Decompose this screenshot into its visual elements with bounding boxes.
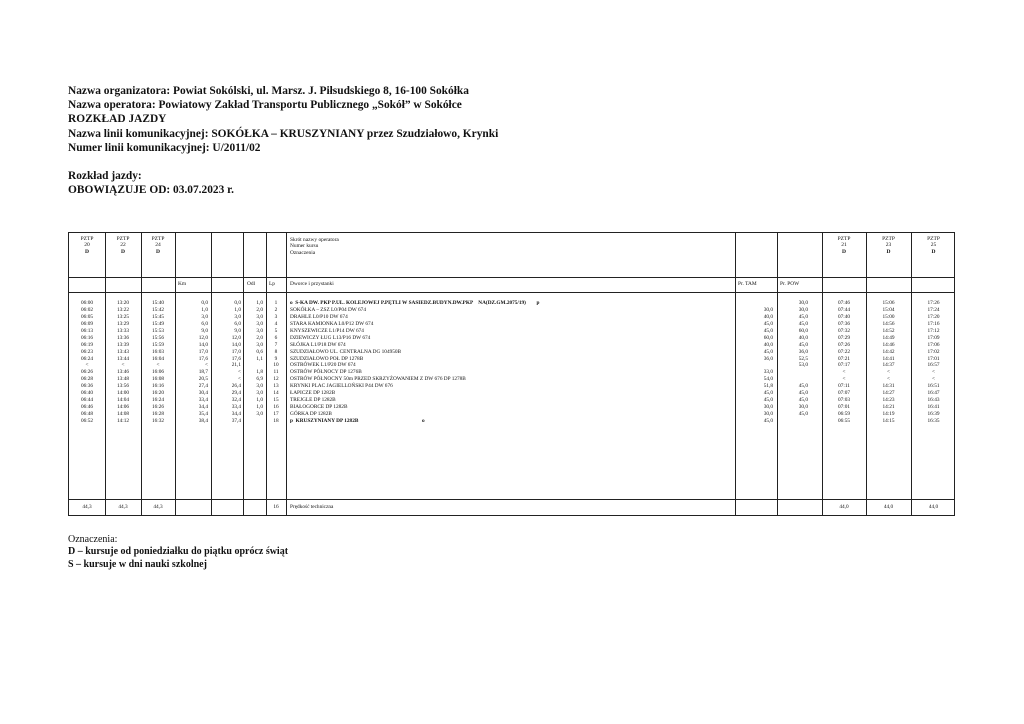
cell-r1-row-5: 07:32	[837, 327, 851, 334]
cell-ptam-row-6: 60,0	[763, 334, 773, 341]
course-header-right-3: PZTP 25 D	[927, 236, 940, 255]
cell-r1-row-14: 07:07	[837, 390, 851, 397]
cell-r3-row-18: 16:35	[927, 417, 940, 424]
cell-km-row-9: 17,6	[198, 355, 208, 362]
cell-odl1-row-14: 29,4	[231, 390, 241, 397]
cell-r1-row-1: 07:46	[837, 300, 851, 306]
footer-speed-course-22: 44,3	[118, 504, 128, 510]
cell-r1-row-6: 07:29	[837, 334, 851, 341]
footer-speed-course-24: 44,3	[153, 504, 163, 510]
cell-r3-row-9: 17:01	[927, 355, 940, 362]
cell-t1-row-14: 06:40	[80, 390, 94, 397]
cell-km-row-13: 27,4	[198, 383, 208, 390]
cell-km-row-14: 30,4	[198, 390, 208, 397]
cell-t2-row-1: 13:20	[116, 300, 130, 306]
cell-lp-row-16: 16	[273, 404, 279, 411]
legend-d: D – kursuje od poniedziałku do piątku oprócz świąt	[68, 546, 289, 558]
cell-r3-row-16: 16:41	[927, 404, 940, 411]
cell-t1-row-18: 06:52	[80, 417, 94, 424]
cell-stop-row-2: SOKÓŁKA – ZSZ L0/P04 DW 674	[290, 306, 366, 313]
column-km	[175, 300, 208, 425]
cell-r1-row-2: 07:44	[837, 306, 851, 313]
operator-line: Nazwa operatora: Powiatowy Zakład Transportu Publicznego „Sokół” w Sokółce	[68, 99, 462, 112]
cell-t1-row-11: 06:26	[80, 369, 94, 376]
cell-odl2-row-2: 2,0	[256, 306, 263, 313]
column-course-21	[822, 300, 866, 425]
cell-t1-row-9: 06:24	[80, 355, 94, 362]
document-header	[68, 84, 498, 155]
cell-lp-row-6: 6	[274, 334, 278, 341]
cell-km-row-7: 14,0	[198, 341, 208, 348]
cell-r1-row-13: 07:11	[838, 383, 850, 390]
cell-t3-row-12: 16:08	[151, 376, 165, 383]
cell-odl1-row-8: 17,0	[231, 348, 241, 355]
cell-t1-row-1: 06:00	[80, 300, 94, 306]
cell-t3-row-7: 15:59	[151, 341, 165, 348]
cell-stop-row-17: GÓRKA DP 1282B	[290, 411, 332, 417]
cell-ppow-row-1: 30,0	[798, 300, 808, 306]
cell-km-row-2: 1,0	[201, 306, 208, 313]
cell-odl1-row-18: 37,4	[231, 417, 241, 424]
cell-t1-row-7: 06:19	[80, 341, 94, 348]
cell-km-row-1: 0,0	[201, 300, 208, 306]
cell-r2-row-7: 14:46	[882, 341, 895, 348]
cell-lp-row-18: 18	[273, 417, 279, 424]
cell-r2-row-5: 14:52	[882, 327, 895, 334]
cell-r1-row-4: 07:36	[837, 320, 851, 327]
cell-r3-row-15: 16:43	[927, 397, 940, 404]
course-header-right-1: PZTP 21 D	[837, 236, 851, 255]
cell-odl2-row-6: 2,0	[256, 334, 263, 341]
cell-odl2-row-15: 1,0	[256, 397, 263, 404]
cell-ptam-row-18: 45,0	[763, 417, 773, 424]
cell-km-row-3: 3,0	[201, 313, 208, 320]
footer-speed-course-23: 44,0	[883, 504, 894, 510]
cell-odl1-row-13: 26,4	[231, 383, 241, 390]
cell-r2-row-4: 14:56	[882, 320, 895, 327]
cell-odl1-row-3: 3,0	[234, 313, 241, 320]
cell-t1-row-15: 06:44	[80, 397, 94, 404]
cell-odl1-row-5: 9,0	[234, 327, 241, 334]
cell-t2-row-7: 13:39	[116, 341, 130, 348]
cell-ptam-row-15: 45,0	[763, 397, 773, 404]
legend-title: Oznaczenia:	[68, 534, 118, 545]
column-course-23	[866, 300, 911, 425]
cell-odl1-row-10: 21,1	[231, 362, 241, 369]
column-course-20	[69, 300, 105, 425]
cell-ptam-row-7: 40,0	[763, 341, 773, 348]
course-header-left-2: PZTP 22 D	[116, 236, 130, 255]
cell-ptam-row-17: 30,0	[763, 411, 773, 417]
cell-t3-row-6: 15:56	[151, 334, 165, 341]
footer-technical-speed-label: Prędkość techniczna	[290, 504, 334, 510]
cell-r3-row-7: 17:06	[927, 341, 940, 348]
col-lp-header: Lp	[269, 281, 275, 287]
cell-odl2-row-9: 1,1	[256, 355, 263, 362]
cell-t2-row-11: 13:46	[116, 369, 130, 376]
cell-stop-row-5: KNYSZEWICZE L1/P14 DW 674	[290, 327, 364, 334]
cell-ppow-row-13: 45,0	[798, 383, 808, 390]
cell-stop-row-9: SZUDZIAŁOWO POŁ DP 1278B	[290, 355, 364, 362]
cell-r3-row-13: 16:51	[927, 383, 940, 390]
cell-t2-row-6: 13:36	[116, 334, 130, 341]
cell-km-row-4: 6,0	[201, 320, 208, 327]
cell-km-row-8: 17,0	[198, 348, 208, 355]
cell-t2-row-12: 13:48	[116, 376, 130, 383]
cell-r2-row-6: 14:49	[882, 334, 895, 341]
cell-r1-row-8: 07:22	[837, 348, 851, 355]
column-stops	[290, 300, 730, 425]
cell-km-row-5: 9,0	[201, 327, 208, 334]
cell-odl2-row-18	[243, 418, 263, 425]
cell-ppow-row-7: 45,0	[798, 341, 808, 348]
cell-t2-row-4: 13:29	[116, 320, 130, 327]
cell-r2-row-2: 15:04	[882, 306, 895, 313]
cell-r2-row-15: 14:23	[882, 397, 895, 404]
cell-t3-row-11: 16:06	[151, 369, 165, 376]
cell-t1-row-13: 06:36	[80, 383, 94, 390]
column-pr-tam	[735, 300, 773, 425]
cell-t2-row-8: 13:43	[116, 348, 130, 355]
valid-from: OBOWIĄZUJE OD: 03.07.2023 r.	[68, 184, 235, 197]
cell-km-row-15: 33,4	[198, 397, 208, 404]
organizer-line: Nazwa organizatora: Powiat Sokólski, ul. Marsz. J. Piłsudskiego 8, 16-100 Sokółka	[68, 85, 469, 97]
cell-stop-row-3: DRAHLE L0/P10 DW 674	[290, 313, 348, 320]
cell-t3-row-16: 16:26	[151, 404, 165, 411]
cell-km-row-10: <	[205, 362, 208, 369]
cell-lp-row-12: 12	[273, 376, 279, 383]
course-header-left-1: PZTP 20 D	[80, 236, 94, 255]
cell-ptam-row-3: 40,0	[763, 313, 773, 320]
cell-r3-row-12: <	[932, 376, 935, 383]
cell-stop-row-11: OSTRÓW PÓŁNOCY DP 1276B	[290, 369, 362, 376]
cell-t3-row-17: 16:28	[151, 411, 165, 417]
cell-r3-row-1: 17:26	[927, 300, 940, 306]
cell-odl1-row-16: 33,4	[231, 404, 241, 411]
cell-r3-row-5: 17:12	[927, 327, 940, 334]
cell-stop-row-12: OSTRÓW PÓŁNOCNY 50m PRZED SKRZYŻOWANIEM Z DW 676 DP 1278B	[290, 376, 466, 383]
cell-r3-row-11: <	[932, 369, 935, 376]
cell-t3-row-4: 15:49	[151, 320, 165, 327]
cell-stop-row-8: SZUDZIAŁOWO UL. CENTRALNA DG 104950B	[290, 348, 402, 355]
cell-ppow-row-11	[777, 369, 808, 376]
cell-km-row-11: 18,7	[198, 369, 208, 376]
cell-stop-row-13: KRYNKI PLAC JAGIELLOŃSKI P44 DW 676	[290, 383, 393, 390]
schedule-validity	[68, 169, 234, 197]
cell-r1-row-17: 06:59	[837, 411, 851, 417]
cell-ppow-row-2: 30,0	[798, 306, 808, 313]
cell-lp-row-2: 2	[274, 306, 278, 313]
legend-s: S – kursuje w dni nauki szkolnej	[68, 558, 207, 570]
column-course-25	[911, 300, 956, 425]
cell-t2-row-18: 14:12	[116, 417, 130, 424]
cell-r3-row-14: 16:47	[927, 390, 940, 397]
cell-r2-row-10: 14:37	[882, 362, 895, 369]
cell-t2-row-5: 13:33	[116, 327, 130, 334]
cell-ptam-row-10	[735, 362, 773, 369]
cell-ppow-row-6: 40,0	[798, 334, 808, 341]
cell-lp-row-1: 1	[274, 300, 278, 306]
cell-t3-row-14: 16:20	[151, 390, 165, 397]
cell-ptam-row-16: 30,0	[763, 404, 773, 411]
cell-stop-row-18: p KRUSZYNIANY DP 1282B o	[290, 417, 425, 424]
cell-r1-row-3: 07:40	[837, 313, 851, 320]
cell-t1-row-4: 06:09	[80, 320, 94, 327]
col-odl-header: Odl	[247, 281, 256, 287]
cell-ppow-row-9: 52,5	[798, 355, 808, 362]
col-pr-tam-header: Pr. TAM	[738, 281, 757, 287]
cell-r2-row-1: 15:06	[882, 300, 895, 306]
cell-r2-row-12: <	[887, 376, 890, 383]
course-header-right-2: PZTP 23 D	[882, 236, 895, 255]
cell-odl2-row-13: 3,0	[256, 383, 263, 390]
cell-km-row-18: 38,4	[198, 417, 208, 424]
cell-stop-row-7: SŁÓJKA L1/P18 DW 674	[290, 341, 346, 348]
cell-lp-row-8: 8	[274, 348, 278, 355]
cell-lp-row-14: 14	[273, 390, 279, 397]
cell-odl1-row-2: 1,0	[234, 306, 241, 313]
legend	[68, 534, 288, 571]
cell-lp-row-3: 3	[274, 313, 278, 320]
column-course-24	[141, 300, 175, 425]
cell-ppow-row-8: 36,0	[798, 348, 808, 355]
cell-stop-row-16: BIAŁOGORCE DP 1282B	[290, 404, 348, 411]
cell-lp-row-7: 7	[274, 341, 278, 348]
cell-t2-row-10: <	[121, 362, 125, 369]
cell-ppow-row-5: 60,0	[798, 327, 808, 334]
cell-ppow-row-17: 45,0	[798, 411, 808, 417]
cell-odl1-row-9: 17,6	[231, 355, 241, 362]
cell-ptam-row-9: 36,0	[763, 355, 773, 362]
col-stops-header: Dworce i przystanki	[290, 281, 334, 287]
cell-ptam-row-8: 45,0	[763, 348, 773, 355]
cell-odl2-row-11: 1,8	[256, 369, 263, 376]
cell-r1-row-12: <	[842, 376, 846, 383]
cell-ptam-row-13: 51,8	[763, 383, 773, 390]
cell-t2-row-3: 13:25	[116, 313, 130, 320]
cell-r3-row-6: 17:09	[927, 334, 940, 341]
cell-t2-row-2: 13:22	[116, 306, 130, 313]
cell-ptam-row-11: 33,0	[763, 369, 773, 376]
cell-ptam-row-4: 45,0	[763, 320, 773, 327]
cell-odl1-row-17: 34,4	[231, 411, 241, 417]
cell-t2-row-17: 14:08	[116, 411, 130, 417]
cell-r3-row-3: 17:20	[927, 313, 940, 320]
cell-t2-row-14: 14:00	[116, 390, 130, 397]
col-km-header: Km	[178, 281, 187, 287]
cell-r1-row-9: 07:21	[837, 355, 851, 362]
cell-lp-row-13: 13	[273, 383, 279, 390]
cell-r2-row-18: 14:15	[882, 417, 895, 424]
cell-t1-row-10: <	[85, 362, 89, 369]
cell-r2-row-11: <	[887, 369, 890, 376]
cell-r2-row-14: 14:27	[882, 390, 895, 397]
cell-ptam-row-12: 54,0	[763, 376, 773, 383]
cell-t1-row-8: 06:23	[80, 348, 94, 355]
course-header-left-3: PZTP 24 D	[151, 236, 165, 255]
cell-odl2-row-17: 3,0	[256, 411, 263, 417]
cell-lp-row-15: 15	[273, 397, 279, 404]
line-name: Nazwa linii komunikacyjnej: SOKÓŁKA – KRUSZYNIANY przez Szudziałowo, Krynki	[68, 127, 499, 140]
cell-ppow-row-16: 30,0	[798, 404, 808, 411]
cell-t2-row-16: 14:06	[116, 404, 130, 411]
cell-ppow-row-12	[777, 376, 808, 383]
schedule-label: Rozkład jazdy:	[68, 170, 142, 182]
footer-speed-course-21: 44,0	[839, 504, 849, 510]
cell-ppow-row-10: 53,0	[798, 362, 808, 369]
cell-r3-row-4: 17:16	[927, 320, 940, 327]
cell-odl2-row-12: 6,9	[256, 376, 263, 383]
cell-t3-row-3: 15:45	[151, 313, 165, 320]
cell-r2-row-13: 14:31	[882, 383, 895, 390]
cell-stop-row-6: DZIEWICZY ŁUG L13/P16 DW 674	[290, 334, 371, 341]
cell-t3-row-9: 16:04	[151, 355, 165, 362]
line-number: Numer linii komunikacyjnej: U/2011/02	[68, 141, 261, 154]
cell-ppow-row-3: 45,0	[798, 313, 808, 320]
cell-t3-row-15: 16:24	[151, 397, 165, 404]
cell-lp-row-10: 10	[273, 362, 279, 369]
cell-t3-row-2: 15:42	[151, 306, 165, 313]
cell-odl1-row-1: 0,0	[234, 300, 241, 306]
cell-r3-row-8: 17:02	[927, 348, 940, 355]
info-header: Skrót nazwy operatora Numer kursu Oznaczenia	[290, 237, 339, 256]
cell-r2-row-8: 14:42	[882, 348, 895, 355]
timetable	[68, 232, 955, 516]
cell-odl1-row-6: 12,0	[231, 334, 241, 341]
cell-r1-row-11: <	[842, 369, 846, 376]
cell-t1-row-12: 06:28	[80, 376, 94, 383]
cell-ppow-row-15: 45,0	[798, 397, 808, 404]
cell-ptam-row-14: 45,0	[763, 390, 773, 397]
cell-r3-row-2: 17:24	[927, 306, 940, 313]
cell-odl1-row-4: 6,0	[234, 320, 241, 327]
cell-ptam-row-1	[735, 300, 773, 307]
cell-km-row-6: 12,0	[198, 334, 208, 341]
cell-t3-row-5: 15:53	[151, 327, 165, 334]
cell-ptam-row-5: 45,0	[763, 327, 773, 334]
cell-stop-row-10: OSTRÓWEK L1/P20 DW 674	[290, 362, 356, 369]
cell-km-row-17: 35,4	[198, 411, 208, 417]
cell-odl2-row-14: 3,0	[256, 390, 263, 397]
column-course-22	[105, 300, 141, 425]
cell-r1-row-10: 07:17	[837, 362, 851, 369]
column-lp	[266, 300, 286, 425]
cell-odl2-row-1: 1,0	[256, 300, 263, 306]
cell-ptam-row-2: 30,0	[763, 306, 773, 313]
cell-t1-row-3: 06:05	[80, 313, 94, 320]
cell-lp-row-9: 9	[274, 355, 278, 362]
cell-km-row-16: 34,4	[198, 404, 208, 411]
footer-speed-course-25: 44,0	[928, 504, 939, 510]
cell-odl2-row-16: 1,0	[256, 404, 263, 411]
cell-odl1-row-7: 14,0	[231, 341, 241, 348]
cell-r1-row-15: 07:03	[837, 397, 851, 404]
cell-r2-row-9: 14:41	[882, 355, 895, 362]
cell-t2-row-9: 13:44	[116, 355, 130, 362]
cell-r2-row-16: 14:21	[882, 404, 895, 411]
cell-odl1-row-11: <	[238, 369, 241, 376]
cell-odl2-row-7: 3,0	[256, 341, 263, 348]
cell-stop-row-15: TREJGLE DP 1282B	[290, 397, 336, 404]
cell-lp-row-17: 17	[273, 411, 279, 417]
document-title: ROZKŁAD JAZDY	[68, 113, 167, 126]
column-odl	[243, 300, 263, 425]
cell-t2-row-13: 13:56	[116, 383, 130, 390]
cell-t1-row-2: 06:02	[80, 306, 94, 313]
column-pr-pow	[777, 300, 808, 425]
cell-t3-row-18: 16:32	[151, 417, 165, 424]
cell-t1-row-17: 06:48	[80, 411, 94, 417]
column-odl-cumulative	[211, 300, 241, 425]
cell-odl2-row-5: 3,0	[256, 327, 263, 334]
cell-odl2-row-4: 3,0	[256, 320, 263, 327]
cell-t1-row-5: 06:13	[80, 327, 94, 334]
cell-ppow-row-14: 45,0	[798, 390, 808, 397]
cell-ppow-row-4: 45,0	[798, 320, 808, 327]
cell-lp-row-5: 5	[274, 327, 278, 334]
cell-t3-row-1: 15:40	[151, 300, 165, 306]
cell-stop-row-14: ŁAPICZE DP 1282B	[290, 390, 336, 397]
cell-odl2-row-8: 0,6	[256, 348, 263, 355]
cell-odl1-row-15: 32,4	[231, 397, 241, 404]
cell-odl1-row-12: <	[238, 376, 241, 383]
cell-t3-row-13: 16:16	[151, 383, 165, 390]
cell-t1-row-16: 06:46	[80, 404, 94, 411]
cell-km-row-12: 20,5	[198, 376, 208, 383]
cell-t1-row-6: 06:16	[80, 334, 94, 341]
cell-r2-row-17: 14:19	[882, 411, 895, 417]
footer-lp: 16	[273, 504, 279, 510]
cell-r2-row-3: 15:00	[882, 313, 895, 320]
cell-t3-row-8: 16:03	[151, 348, 165, 355]
cell-stop-row-4: STARA KAMIONKA L0/P12 DW 674	[290, 320, 374, 327]
cell-r3-row-17: 16:39	[927, 411, 940, 417]
cell-ppow-row-18	[777, 418, 808, 425]
cell-r1-row-18: 06:55	[837, 417, 851, 424]
cell-odl2-row-3: 3,0	[256, 313, 263, 320]
cell-t2-row-15: 14:04	[116, 397, 130, 404]
footer-speed-course-20: 44,3	[82, 504, 92, 510]
cell-t3-row-10: <	[156, 362, 160, 369]
cell-r1-row-16: 07:01	[837, 404, 851, 411]
cell-lp-row-11: 11	[273, 369, 279, 376]
cell-r3-row-10: 16:57	[927, 362, 940, 369]
cell-lp-row-4: 4	[274, 320, 278, 327]
cell-r1-row-7: 07:26	[837, 341, 851, 348]
cell-stop-row-1: o S-KA DW. PKP P.UL. KOLEJOWEJ P.PĘTLI W SASIEDZ.BUDYN.DW.PKP NA(DZ.GM.2075/19) p	[290, 300, 540, 306]
col-pr-pow-header: Pr. POW	[780, 281, 800, 287]
cell-odl2-row-10	[243, 362, 263, 369]
